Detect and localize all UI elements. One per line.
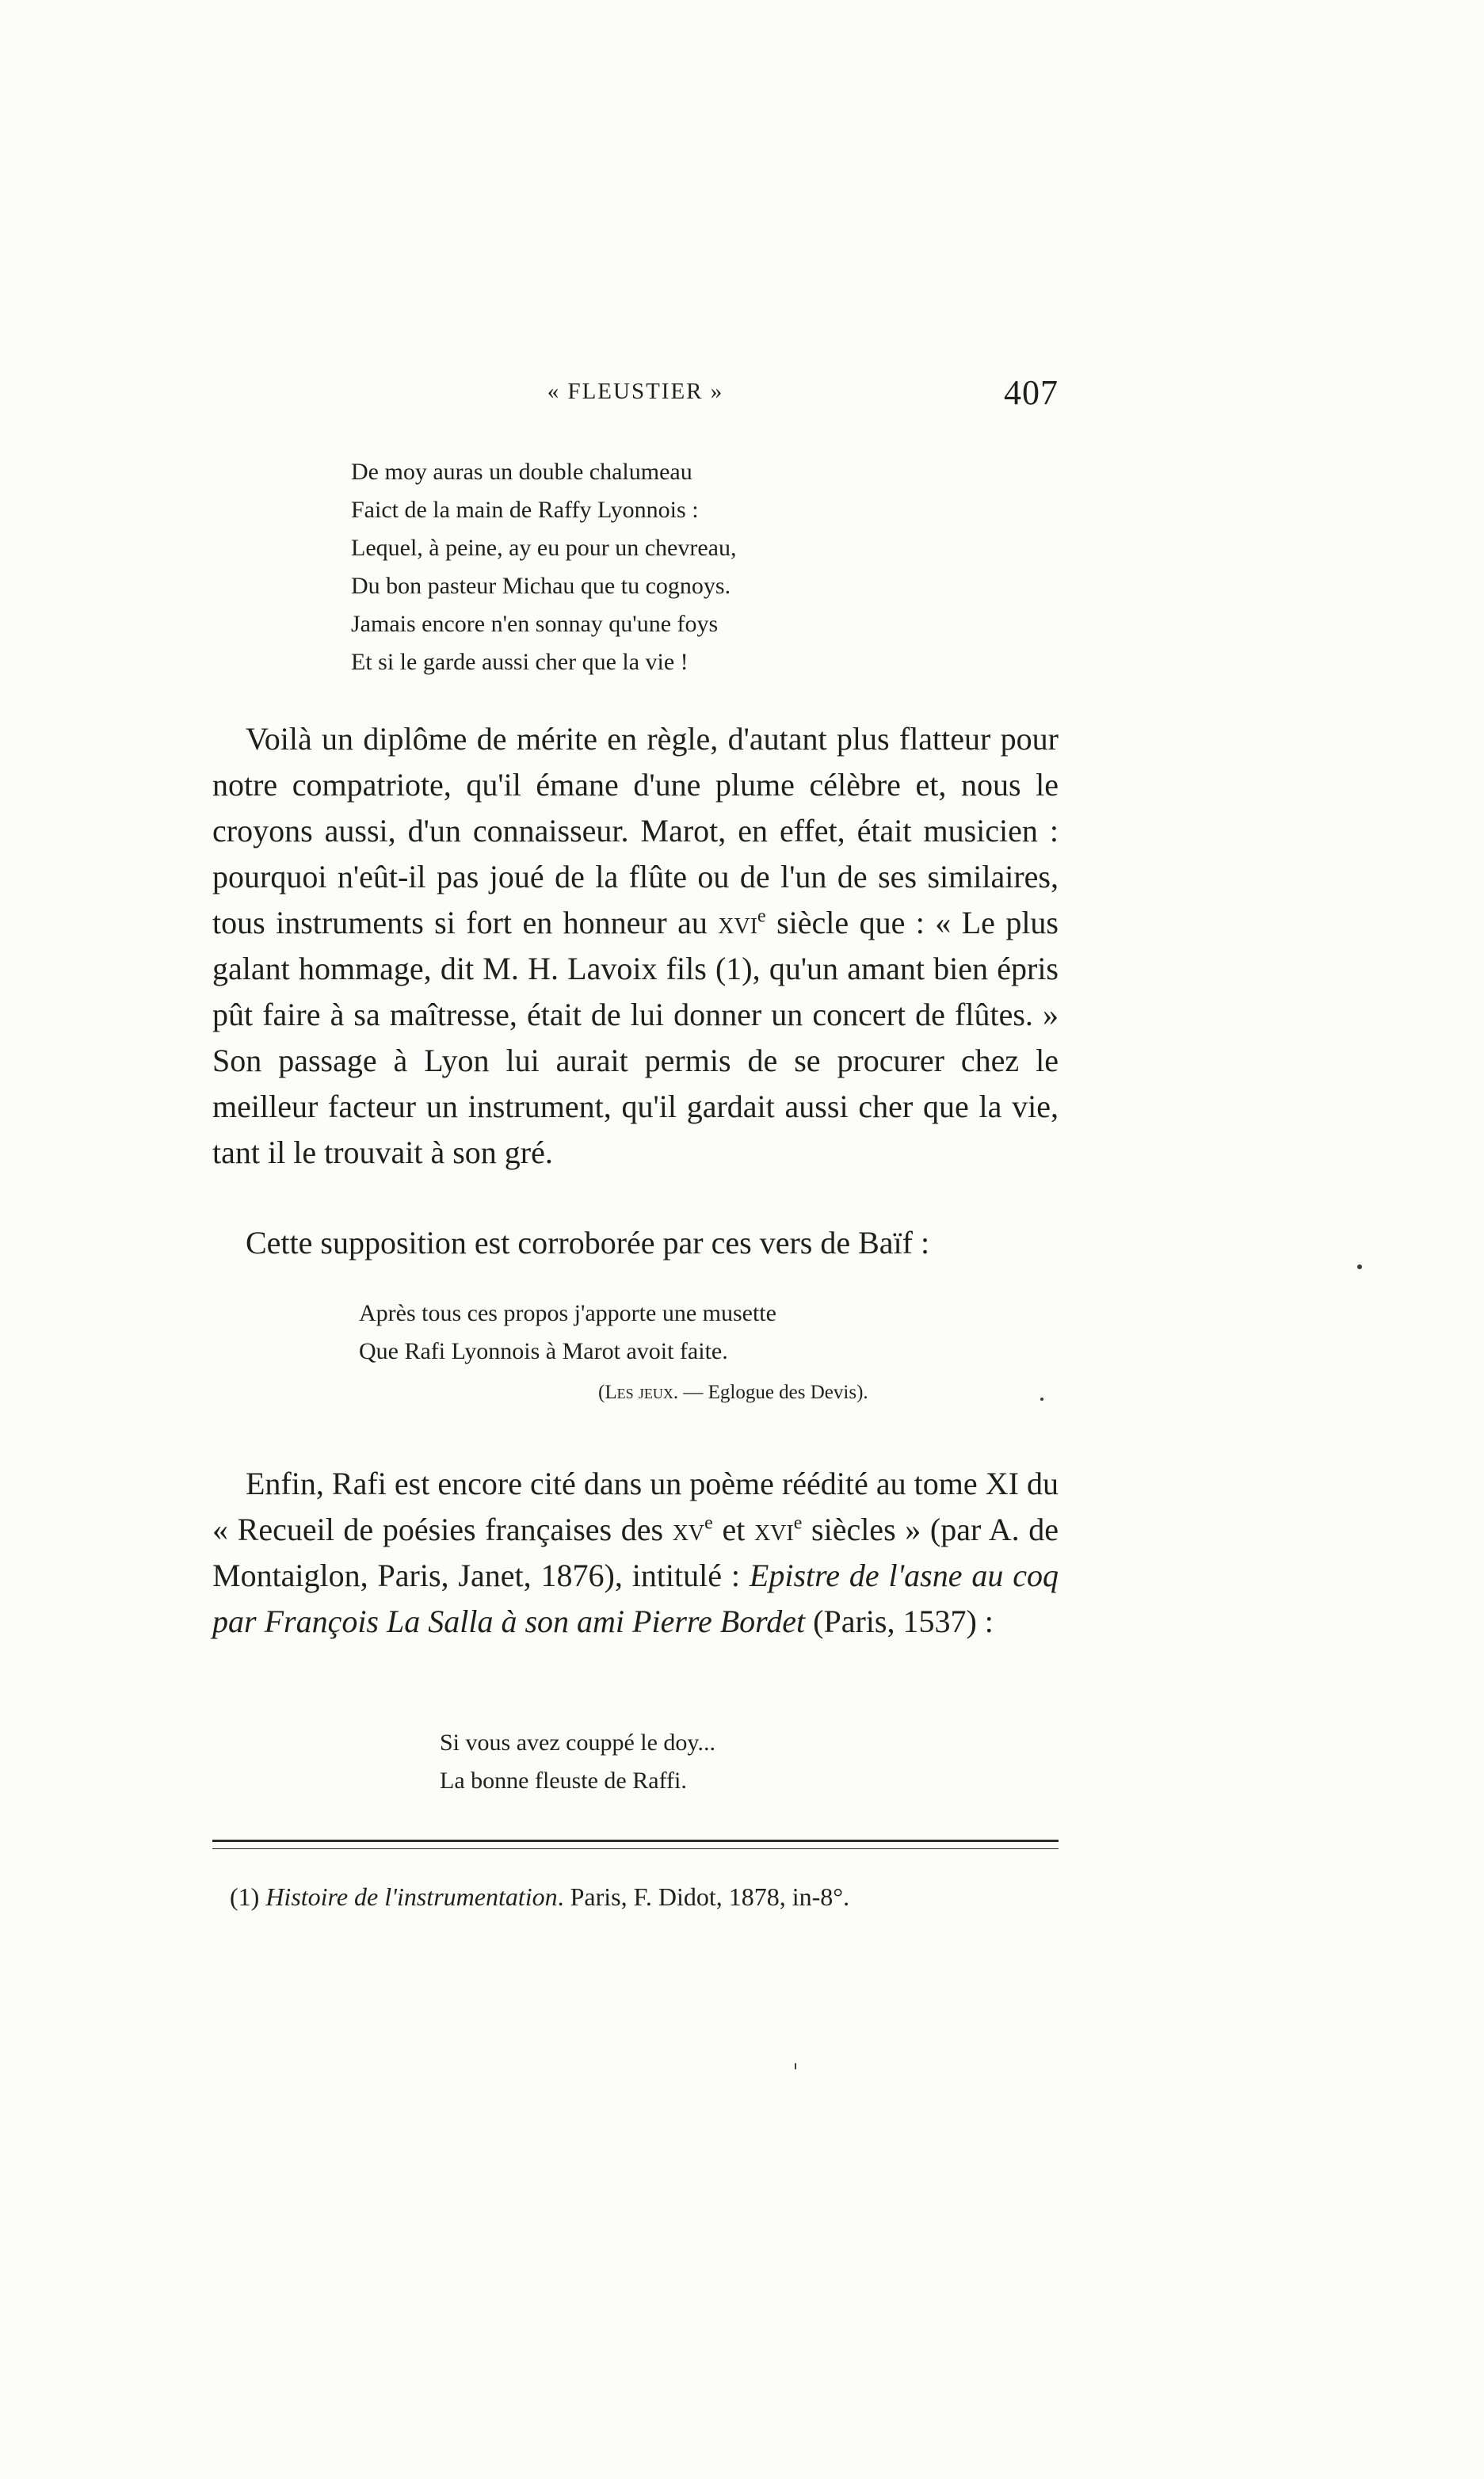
footnote-rule-thin [212, 1848, 1059, 1849]
print-speck [1040, 1398, 1043, 1401]
century-numeral: xvi [753, 1512, 794, 1547]
footnote [230, 1882, 849, 1912]
footnote-rule [212, 1840, 1059, 1842]
verse-line: La bonne fleuste de Raffi. [440, 1768, 687, 1794]
verse-line: Lequel, à peine, ay eu pour un chevreau, [351, 535, 737, 561]
running-title: « FLEUSTIER » [547, 379, 724, 404]
verse-line: Faict de la main de Raffy Lyonnois : [351, 497, 699, 523]
century-numeral: xv [672, 1512, 705, 1547]
running-head [212, 372, 1059, 428]
print-speck [795, 2063, 796, 2069]
paragraph-diplome [212, 716, 1059, 1176]
paragraph-text: Voilà un diplôme de mérite en règle, d'autant plus flatteur pour notre compatriote, qu'il émane d'une plume célèbre et, nous le croyons aussi, d'un connaisseur. Marot, en effet, était musicien : pourquoi n'eût-il pas joué de la flûte ou de l'un de ses similaires, tous instruments si fort en honneur au [212, 721, 1059, 940]
paragraph-text: siècle que : « Le plus galant hommage, dit M. H. Lavoix fils (1), qu'un amant bien épris pût faire à sa maîtresse, était de lui donner un concert de flûtes. » Son passage à Lyon lui aurait permis de se procurer chez le meilleur facteur un instrument, qu'il gardait aussi cher que la vie, tant il le trouvait à son gré. [212, 905, 1059, 1170]
verse-line: Si vous avez couppé le doy... [440, 1730, 715, 1756]
paragraph-baif-intro [212, 1220, 1059, 1266]
paragraph-recueil: Enfin, Rafi est encore cité dans un poème réédité au tome XI du « Recueil de poésies françaises des $xv^e$ et xvi$^e$ siècles » (par A. de Montaiglon, Paris, Janet, 1876), intitulé : Epistre de l'asne au coq par François La Salla à son ami Pierre Bordet (Paris, 1537) : [212, 1466, 1059, 1639]
verse-attribution: (Les jeux. — Eglogue des Devis). [598, 1382, 868, 1403]
footnote-text: . Paris, F. Didot, 1878, in-8°. [557, 1882, 850, 1911]
attribution-work: Les jeux [605, 1382, 673, 1403]
verse-line: Jamais encore n'en sonnay qu'une foys [351, 611, 719, 637]
century-numeral: xvi [718, 905, 758, 940]
paragraph-text: Cette supposition est corroborée par ces vers de Baïf : [246, 1225, 930, 1260]
verse-quotation-marot [351, 453, 736, 681]
footnote-marker: (1) [230, 1882, 266, 1911]
print-speck [1357, 1264, 1362, 1269]
verse-quotation-la-salla [440, 1724, 715, 1800]
verse-quotation-baif [359, 1295, 776, 1371]
verse-line: De moy auras un double chalumeau [351, 459, 692, 485]
verse-line: Que Rafi Lyonnois à Marot avoit faite. [359, 1338, 728, 1364]
verse-line: Après tous ces propos j'apporte une musette [359, 1300, 776, 1326]
poem-title: Epistre de l'asne au coq par François La Salla à son ami Pierre Bordet [212, 1558, 1059, 1639]
page-number: 407 [1004, 373, 1059, 412]
superscript: e [757, 906, 766, 927]
verse-line: Et si le garde aussi cher que la vie ! [351, 649, 689, 675]
footnote-title: Histoire de l'instrumentation [265, 1882, 558, 1911]
superscript: e [704, 1512, 713, 1534]
superscript: e [793, 1512, 803, 1534]
verse-line: Du bon pasteur Michau que tu cognoys. [351, 573, 731, 599]
